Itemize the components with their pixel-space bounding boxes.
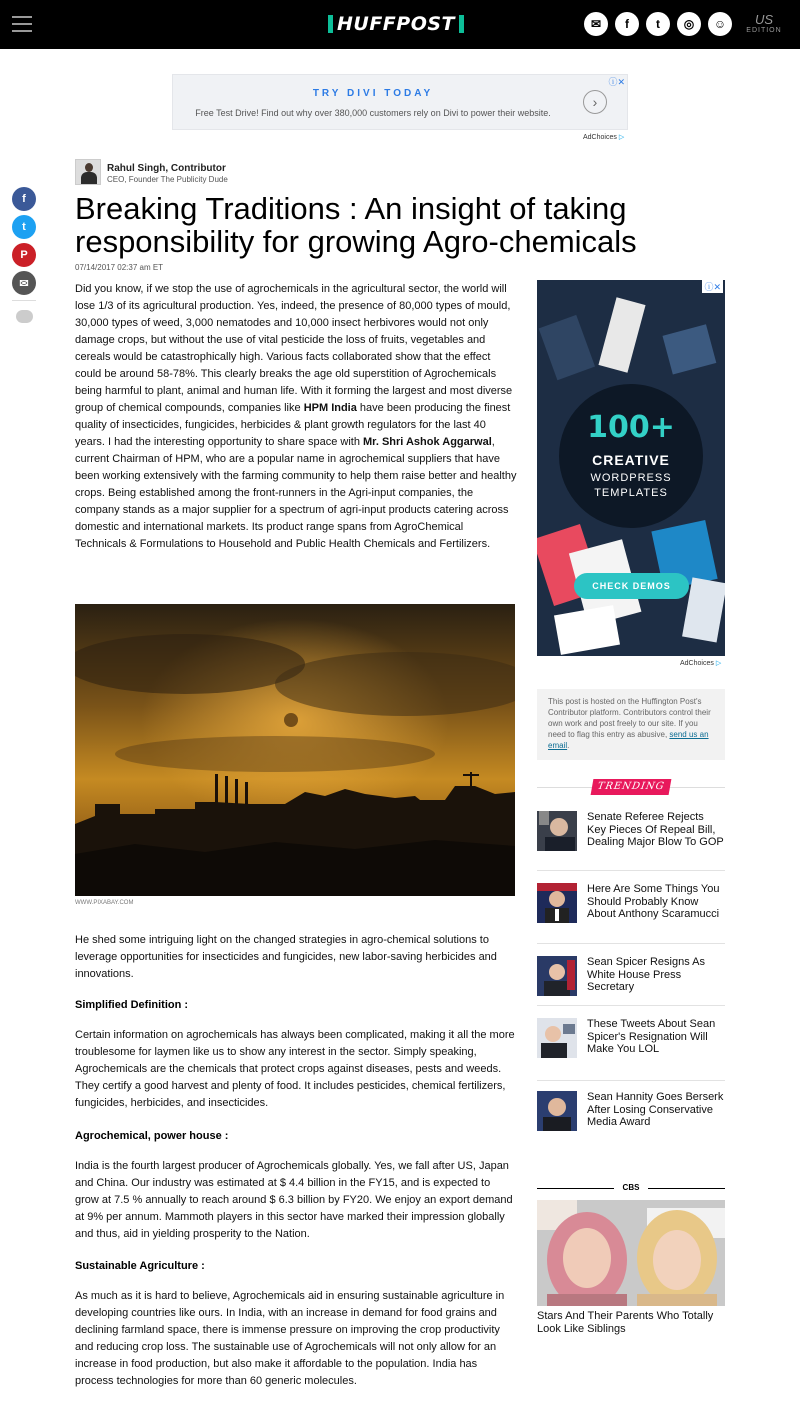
trending-separator (537, 943, 725, 944)
trending-title[interactable]: Sean Spicer Resigns As White House Press Secretary (587, 956, 706, 994)
edition-code: US (754, 12, 774, 27)
section-heading: Agrochemical, power house : (75, 1130, 229, 1142)
edition-label: EDITION (746, 27, 782, 34)
share-divider (12, 300, 36, 301)
cbs-caption[interactable]: Stars And Their Parents Who Totally Look Like Siblings (537, 1310, 714, 1335)
adchoices-link[interactable] (680, 659, 721, 667)
cbs-label: CBS (614, 1183, 648, 1192)
ad-headline: TRY DIVI TODAY (312, 88, 434, 99)
trending-title[interactable]: These Tweets About Sean Spicer's Resignation Will Make You LOL (587, 1018, 716, 1056)
adchoices-label: AdChoices (680, 660, 714, 667)
twitter-share-icon[interactable]: t (12, 215, 36, 239)
adchoices-label: AdChoices (583, 134, 617, 141)
ad-badge (559, 384, 703, 528)
chevron-right-icon[interactable]: › (583, 90, 607, 114)
chairman-name: Mr. Shri Ashok Aggarwal (363, 436, 492, 448)
article-paragraph: India is the fourth largest producer of Agrochemicals globally. Yes, we fall after US, Japan and China. Our industry was estimated at $ 4.4 billion in the FY15, and is expected to grow at 7.5 % annually to reach around $ 6.3 billion by FY20. We enjoy an export demand at 9% per annum. Mammoth players in this sector have marked their impression globally and thus, aid in yielding prosperity to the Nation. (75, 1160, 513, 1240)
trending-thumbnail[interactable] (537, 811, 577, 851)
trending-title[interactable]: Senate Referee Rejects Key Pieces Of Repeal Bill, Dealing Major Blow To GOP (587, 811, 724, 849)
adchoices-icon: ▷ (715, 660, 722, 667)
check-demos-button[interactable]: CHECK DEMOS (574, 573, 689, 599)
cbs-thumbnail[interactable] (537, 1200, 725, 1306)
section-heading: Sustainable Agriculture : (75, 1260, 205, 1272)
trending-thumbnail[interactable] (537, 883, 577, 923)
adchoices-icon: ▷ (618, 134, 625, 141)
ad-big-number: 100+ (587, 410, 675, 445)
trending-thumbnail[interactable] (537, 1091, 577, 1131)
instagram-icon[interactable]: ◎ (677, 12, 701, 36)
pinterest-share-icon[interactable]: P (12, 243, 36, 267)
ad-line: TEMPLATES (594, 487, 668, 499)
trending-separator (537, 870, 725, 871)
sidebar-ad[interactable] (537, 280, 725, 656)
article-paragraph: Certain information on agrochemicals has always been complicated, making it all the more troublesome for laymen like us to show any interest in the sector. Simply speaking, Agrochemicals are the chemicals that protect crops against diseases, pests and weeds. They certify a good harvest and plenty of food. It includes pesticides, chemical fertilizers, fungicides, herbicides, and insecticides. (75, 1029, 515, 1109)
comment-icon[interactable] (16, 310, 33, 323)
email-icon[interactable]: ✉ (584, 12, 608, 36)
contributor-notice: This post is hosted on the Huffington Post's Contributor platform. Contributors control their own work and post freely to our site. If you need to flag this entry as abusive, send us an email. (537, 689, 725, 760)
adchoices-link[interactable] (583, 133, 624, 141)
twitter-icon[interactable]: t (646, 12, 670, 36)
huffpost-logo[interactable] (328, 14, 464, 34)
top-navigation-bar (0, 0, 800, 49)
email-share-icon[interactable]: ✉ (12, 271, 36, 295)
article-paragraph: Did you know, if we stop the use of agrochemicals in the agricultural sector, the world will lose 1/3 of its agricultural production. Yes, indeed, the presence of 80,000 types of mould, 30,000 types of weed, 3,000 nematodes and 10,000 insect herbivores would not only damage crops, but without the use of vital pesticide the loss of fruits, vegetables and cereals would be catastrophically high. Various facts collaborated show that the effect could be around 58-78%. This clearly breaks the age old superstition of Agrochemicals being harmful to plant, animal and human life. With it forming the largest and most diverse group of chemical compounds, companies like HPM India have been producing the finest quality of insecticides, fungicides, herbicides & plant growth regulators for the last 40 years. I had the interesting opportunity to share space with Mr. Shri Ashok Aggarwal, current Chairman of HPM, who are a popular name in agrochemical suppliers that have been working extensively with the farming community to help them raise better and healthy crops. Being established among the front-runners in the Agri-input companies, the company stands as a major supplier for a spectrum of agri-input products catering across domestic and international markets. Its product range spans from AgroChemical Technicals & Formulations to Household and Public Health Chemicals and Fertilizers. (75, 283, 517, 550)
trending-label: TRENDING (591, 779, 672, 795)
menu-icon[interactable] (12, 16, 32, 32)
top-banner-ad[interactable] (172, 74, 628, 130)
report-email-link[interactable]: send us an email (548, 730, 709, 750)
edition-selector[interactable] (742, 13, 786, 36)
author-title: CEO, Founder The Publicity Dude (107, 175, 228, 184)
trending-separator (537, 1080, 725, 1081)
photo-credit: WWW.PIXABAY.COM (75, 900, 134, 906)
facebook-share-icon[interactable]: f (12, 187, 36, 211)
author-avatar[interactable] (75, 159, 101, 185)
trending-thumbnail[interactable] (537, 1018, 577, 1058)
hpm-india-link: HPM India (303, 402, 357, 414)
article-photo[interactable] (75, 604, 515, 896)
trending-thumbnail[interactable] (537, 956, 577, 996)
ad-close-icon[interactable]: ⓘ✕ (704, 282, 721, 292)
trending-separator (537, 1005, 725, 1006)
article-paragraph: He shed some intriguing light on the changed strategies in agro-chemical solutions to leverage opportunities for insecticides and fungicides, new labor-saving herbicides and innovations. (75, 934, 497, 980)
trending-title[interactable]: Sean Hannity Goes Berserk After Losing Conservative Media Award (587, 1091, 724, 1129)
ad-line: WORDPRESS (590, 472, 672, 484)
article-date: 07/14/2017 02:37 am ET (75, 263, 164, 272)
article-paragraph: As much as it is hard to believe, Agrochemicals aid in ensuring sustainable agriculture in developing countries like ours. In India, with an increase in demand for food grains and declining farmland space, there is immense pressure on improving the crop productivity and reducing crop loss. The sustainable use of Agrochemicals will not only allow for an increase in food production, but also make it affordable to the population. India has process technologies for more than 60 generic molecules. (75, 1290, 505, 1387)
ad-line: CREATIVE (592, 452, 670, 468)
ad-close-icon[interactable]: ⓘ✕ (608, 77, 625, 87)
section-heading: Simplified Definition : (75, 999, 189, 1011)
logo-text: HUFFPOST (337, 13, 456, 35)
article-headline: Breaking Traditions : An insight of taking responsibility for growing Agro-chemicals (75, 191, 637, 259)
header-social-links (577, 12, 732, 36)
author-name[interactable]: Rahul Singh, Contributor (107, 163, 226, 174)
facebook-icon[interactable]: f (615, 12, 639, 36)
ad-subtext: Free Test Drive! Find out why over 380,000 customers rely on Divi to power their website. (195, 108, 551, 118)
snapchat-icon[interactable]: ☺ (708, 12, 732, 36)
trending-title[interactable]: Here Are Some Things You Should Probably Know About Anthony Scaramucci (587, 883, 720, 921)
